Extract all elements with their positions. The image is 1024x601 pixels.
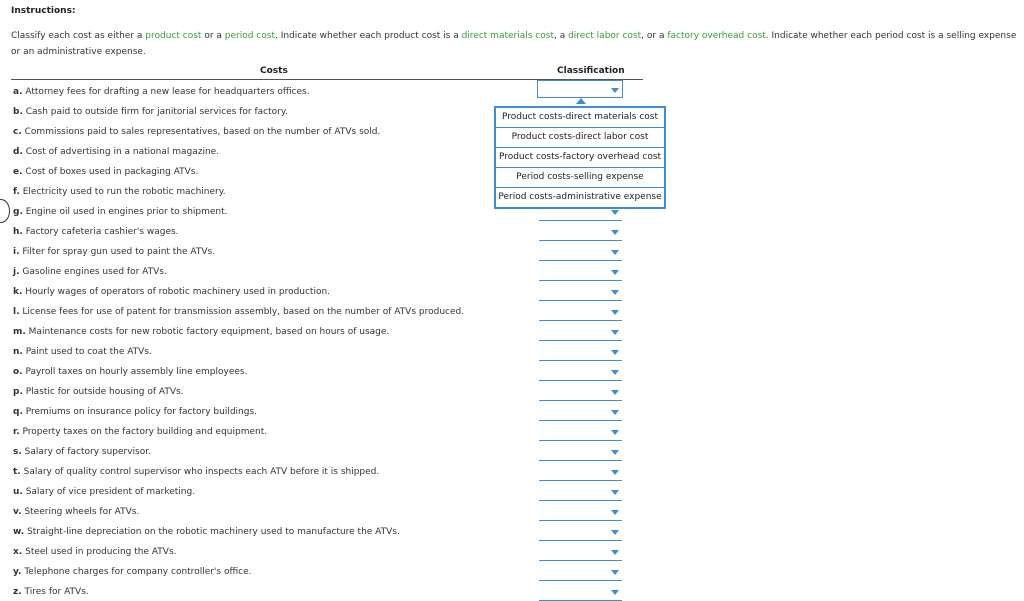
row-letter: h.	[13, 227, 23, 237]
cost-row	[13, 327, 389, 337]
row-description: Tires for ATVs.	[24, 587, 89, 597]
chevron-down-icon[interactable]	[611, 490, 619, 495]
cost-row	[13, 587, 89, 597]
chevron-down-icon[interactable]	[611, 470, 619, 475]
row-description: Plastic for outside housing of ATVs.	[25, 387, 184, 397]
row-letter: r.	[13, 427, 20, 437]
row-letter: j.	[13, 267, 20, 277]
row-letter: t.	[13, 467, 21, 477]
row-description: Paint used to coat the ATVs.	[25, 347, 152, 357]
classification-select[interactable]	[537, 80, 623, 98]
row-description: Premiums on insurance policy for factory buildings.	[25, 407, 258, 417]
row-letter: s.	[13, 447, 22, 457]
row-description: Steel used in producing the ATVs.	[25, 547, 177, 557]
row-description: Filter for spray gun used to paint the ATVs.	[22, 247, 216, 257]
row-letter: l.	[13, 307, 20, 317]
chevron-down-icon[interactable]	[611, 410, 619, 415]
row-description: Straight-line depreciation on the robotic machinery used to manufacture the ATVs.	[27, 527, 400, 537]
cost-row	[13, 247, 215, 257]
chevron-down-icon[interactable]	[611, 510, 619, 515]
classification-select[interactable]	[539, 406, 622, 421]
cost-row	[13, 347, 152, 357]
classification-select[interactable]	[539, 346, 622, 361]
classification-select[interactable]	[539, 486, 622, 501]
classification-select[interactable]	[539, 286, 622, 301]
row-letter: n.	[13, 347, 23, 357]
row-description: Maintenance costs for new robotic factory equipment, based on hours of usage.	[28, 327, 390, 337]
chevron-down-icon[interactable]	[611, 230, 619, 235]
row-description: Commissions paid to sales representatives, based on the number of ATVs sold.	[24, 127, 381, 137]
cost-row	[13, 507, 139, 517]
chevron-down-icon[interactable]	[611, 88, 619, 93]
cost-row	[13, 447, 151, 457]
classification-select[interactable]	[539, 586, 622, 601]
chevron-down-icon[interactable]	[611, 370, 619, 375]
cost-row	[13, 207, 228, 217]
factory-overhead-term: factory overhead cost	[667, 31, 766, 41]
instructions-text	[11, 29, 1023, 60]
row-description: Engine oil used in engines prior to shipment.	[25, 207, 228, 217]
classification-select[interactable]	[539, 226, 622, 241]
chevron-down-icon[interactable]	[611, 570, 619, 575]
chevron-down-icon[interactable]	[611, 450, 619, 455]
cost-row	[13, 567, 252, 577]
instructions-text-part: . Indicate whether each period cost is a selling expense or an administrative expense.	[11, 31, 1017, 57]
cost-row	[13, 527, 400, 537]
classification-dropdown-menu	[494, 106, 666, 209]
row-description: Cash paid to outside firm for janitorial services for factory.	[25, 107, 288, 117]
cost-row	[13, 127, 380, 137]
chevron-down-icon[interactable]	[611, 590, 619, 595]
row-letter: i.	[13, 247, 20, 257]
cost-row	[13, 307, 464, 317]
period-cost-term: period cost	[224, 31, 275, 41]
chevron-down-icon[interactable]	[611, 210, 619, 215]
cost-row	[13, 167, 198, 177]
classification-column-header: Classification	[557, 66, 625, 76]
row-letter: p.	[13, 387, 23, 397]
row-letter: v.	[13, 507, 22, 517]
cost-row	[13, 387, 184, 397]
row-letter: q.	[13, 407, 23, 417]
row-letter: b.	[13, 107, 23, 117]
instructions-text-part: or a	[201, 31, 225, 41]
option-selling-expense[interactable]: Period costs-selling expense	[496, 168, 664, 188]
classification-select[interactable]	[539, 266, 622, 281]
row-letter: f.	[13, 187, 20, 197]
cost-row	[13, 467, 379, 477]
row-letter: k.	[13, 287, 23, 297]
chevron-down-icon[interactable]	[611, 530, 619, 535]
option-factory-overhead[interactable]: Product costs-factory overhead cost	[496, 148, 664, 168]
classification-select[interactable]	[539, 386, 622, 401]
row-description: Salary of quality control supervisor who inspects each ATV before it is shipped.	[23, 467, 380, 477]
classification-select[interactable]	[539, 466, 622, 481]
row-letter: a.	[13, 87, 23, 97]
row-description: Factory cafeteria cashier's wages.	[25, 227, 179, 237]
chevron-down-icon[interactable]	[611, 550, 619, 555]
cost-row	[13, 187, 226, 197]
direct-labor-term: direct labor cost	[568, 31, 642, 41]
classification-select[interactable]	[539, 546, 622, 561]
cost-row	[13, 427, 267, 437]
row-letter: w.	[13, 527, 25, 537]
row-description: Salary of vice president of marketing.	[25, 487, 196, 497]
product-cost-term: product cost	[145, 31, 202, 41]
option-administrative-expense[interactable]: Period costs-administrative expense	[498, 192, 662, 202]
cost-row	[13, 367, 247, 377]
chevron-down-icon[interactable]	[611, 270, 619, 275]
instructions-text-part: , a	[553, 31, 569, 41]
row-description: Telephone charges for company controller's office.	[24, 567, 252, 577]
row-description: Salary of factory supervisor.	[24, 447, 151, 457]
row-letter: c.	[13, 127, 22, 137]
row-letter: g.	[13, 207, 23, 217]
cost-row	[13, 487, 195, 497]
row-description: Electricity used to run the robotic machinery.	[22, 187, 226, 197]
classification-select[interactable]	[539, 326, 622, 341]
classification-select[interactable]	[539, 306, 622, 321]
cost-row	[13, 407, 257, 417]
row-letter: e.	[13, 167, 23, 177]
row-description: Cost of advertising in a national magazine.	[25, 147, 220, 157]
classification-select[interactable]	[539, 526, 622, 541]
cost-row	[13, 87, 310, 97]
row-description: Steering wheels for ATVs.	[24, 507, 140, 517]
row-letter: x.	[13, 547, 23, 557]
classification-select[interactable]	[539, 446, 622, 461]
row-letter: d.	[13, 147, 23, 157]
chevron-down-icon[interactable]	[611, 310, 619, 315]
cost-row	[13, 287, 330, 297]
instructions-text-part: Classify each cost as either a	[11, 31, 146, 41]
classification-select[interactable]	[539, 246, 622, 261]
cost-row	[13, 227, 179, 237]
page-edge-marker	[0, 199, 10, 223]
row-description: Cost of boxes used in packaging ATVs.	[25, 167, 199, 177]
classification-select[interactable]	[539, 506, 622, 521]
row-description: Hourly wages of operators of robotic machinery used in production.	[25, 287, 331, 297]
chevron-down-icon[interactable]	[611, 250, 619, 255]
cost-row	[13, 147, 219, 157]
chevron-down-icon[interactable]	[611, 290, 619, 295]
row-letter: m.	[13, 327, 26, 337]
instructions-title: Instructions:	[11, 6, 76, 16]
row-letter: o.	[13, 367, 23, 377]
direct-materials-term: direct materials cost	[461, 31, 554, 41]
row-description: Attorney fees for drafting a new lease for headquarters offices.	[25, 87, 310, 97]
dropdown-caret	[576, 98, 586, 104]
classification-select[interactable]	[539, 366, 622, 381]
row-letter: z.	[13, 587, 22, 597]
instructions-text-part: . Indicate whether each product cost is a	[274, 31, 462, 41]
row-description: License fees for use of patent for transmission assembly, based on the number of ATVs produced.	[22, 307, 465, 317]
row-description: Property taxes on the factory building and equipment.	[22, 427, 268, 437]
classification-select[interactable]	[539, 566, 622, 581]
chevron-down-icon[interactable]	[611, 350, 619, 355]
cost-row	[13, 107, 288, 117]
chevron-down-icon[interactable]	[611, 430, 619, 435]
row-letter: y.	[13, 567, 22, 577]
cost-row	[13, 547, 177, 557]
chevron-down-icon[interactable]	[611, 330, 619, 335]
option-direct-materials[interactable]: Product costs-direct materials cost	[496, 108, 664, 128]
option-direct-labor[interactable]: Product costs-direct labor cost	[496, 128, 664, 148]
chevron-down-icon[interactable]	[611, 390, 619, 395]
classification-select[interactable]	[539, 426, 622, 441]
row-description: Payroll taxes on hourly assembly line employees.	[25, 367, 248, 377]
row-letter: u.	[13, 487, 23, 497]
instructions-text-part: , or a	[641, 31, 668, 41]
row-description: Gasoline engines used for ATVs.	[22, 267, 167, 277]
cost-row	[13, 267, 167, 277]
costs-column-header: Costs	[260, 66, 288, 76]
